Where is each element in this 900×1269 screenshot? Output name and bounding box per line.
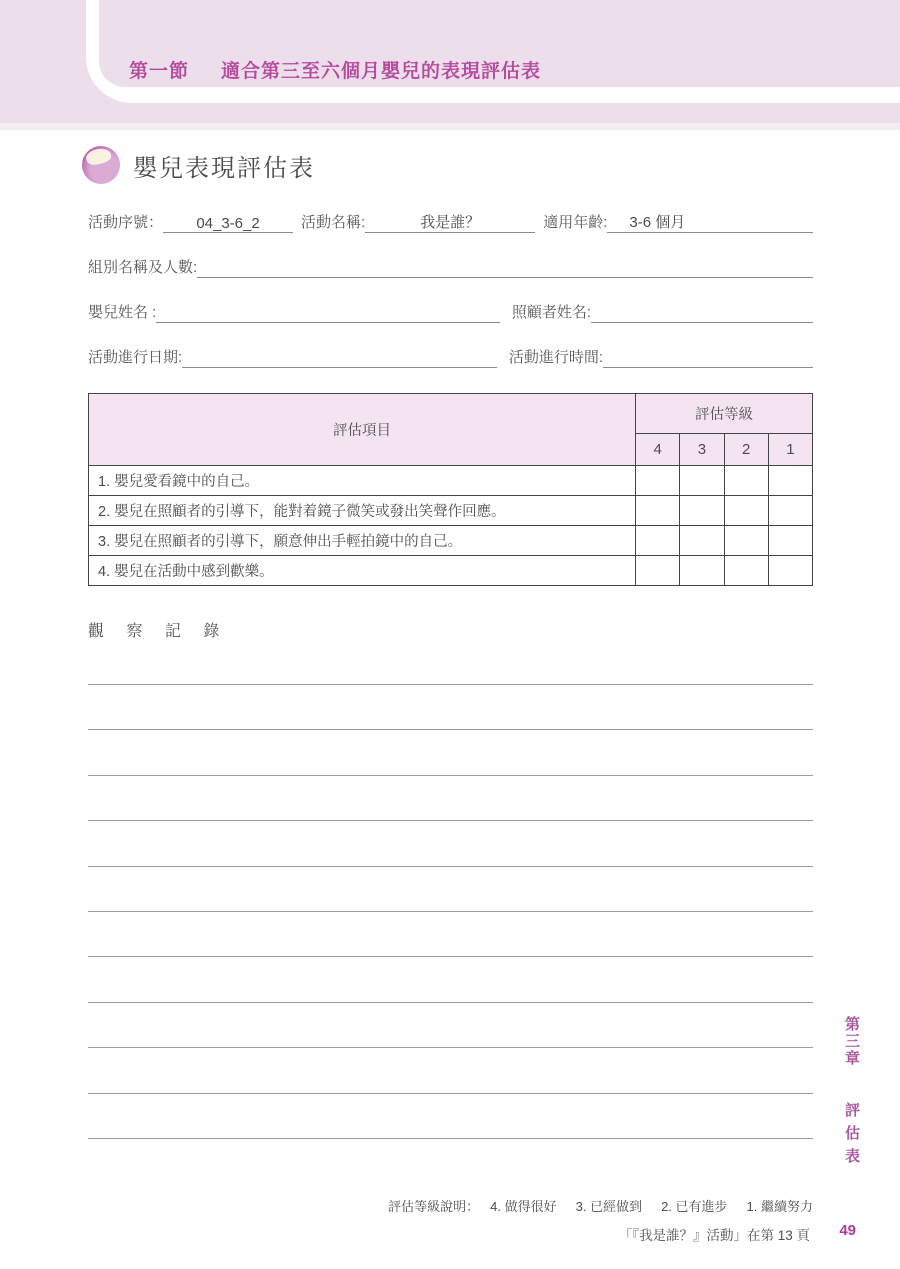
banner-inner-panel — [99, 0, 900, 87]
grade-legend-label: 評估等級說明： — [388, 1199, 480, 1214]
grade-header-3: 3 — [680, 434, 724, 466]
form-row-activity — [88, 205, 813, 233]
grade-header-4: 4 — [636, 434, 680, 466]
writing-line[interactable] — [88, 1048, 813, 1093]
activity-time-field[interactable] — [603, 341, 813, 368]
observation-heading: 觀 察 記 錄 — [88, 623, 229, 640]
carer-name-field[interactable] — [591, 296, 813, 323]
writing-line[interactable] — [88, 1003, 813, 1048]
writing-line[interactable] — [88, 776, 813, 821]
score-cell[interactable] — [724, 496, 768, 526]
score-cell[interactable] — [636, 526, 680, 556]
writing-line[interactable] — [88, 685, 813, 730]
grade-legend-item-1: 1. 繼續努力 — [746, 1199, 813, 1214]
item-text-1: 1. 嬰兒愛看鏡中的自己。 — [89, 466, 636, 496]
section-banner — [0, 0, 900, 130]
item-text-3: 3. 嬰兒在照顧者的引導下，願意伸出手輕拍鏡中的自己。 — [89, 526, 636, 556]
grade-legend — [388, 1196, 813, 1215]
age-range-field[interactable]: 3-6 個月 — [607, 206, 813, 233]
score-cell[interactable] — [768, 526, 812, 556]
score-cell[interactable] — [680, 556, 724, 586]
table-row-1 — [89, 466, 813, 496]
items-column-header: 評估項目 — [89, 394, 636, 466]
page-title: 嬰兒表現評估表 — [133, 154, 315, 182]
writing-line[interactable] — [88, 957, 813, 1002]
score-cell[interactable] — [724, 526, 768, 556]
activity-number-label: 活動序號： — [88, 214, 164, 231]
chapter-side-marker — [841, 1016, 862, 1171]
score-cell[interactable] — [768, 496, 812, 526]
age-range-label: 適用年齡: — [543, 214, 608, 231]
form-row-names — [88, 295, 813, 323]
group-name-label: 組別名稱及人數: — [88, 259, 198, 276]
writing-line[interactable] — [88, 1094, 813, 1139]
score-cell[interactable] — [636, 556, 680, 586]
section-heading — [129, 56, 541, 83]
activity-name-label: 活動名稱: — [301, 214, 366, 231]
score-cell[interactable] — [768, 556, 812, 586]
observation-writing-area[interactable] — [88, 640, 813, 1139]
item-text-4: 4. 嬰兒在活動中感到歡樂。 — [89, 556, 636, 586]
table-row-3 — [89, 526, 813, 556]
document-title-row — [82, 146, 315, 184]
page-number: 49 — [839, 1222, 856, 1239]
table-row-2 — [89, 496, 813, 526]
activity-date-label: 活動進行日期: — [88, 349, 183, 366]
grade-header-2: 2 — [724, 434, 768, 466]
activity-time-label: 活動進行時間: — [508, 349, 603, 366]
writing-line[interactable] — [88, 730, 813, 775]
grade-header-1: 1 — [768, 434, 812, 466]
activity-date-field[interactable] — [182, 341, 497, 368]
form-row-datetime — [88, 340, 813, 368]
grade-group-header: 評估等級 — [636, 394, 813, 434]
activity-reference-note: 「『我是誰？』活動」在第 13 頁 — [618, 1228, 810, 1243]
banner-bottom-strip — [0, 123, 900, 130]
score-cell[interactable] — [724, 466, 768, 496]
item-text-2: 2. 嬰兒在照顧者的引導下，能對着鏡子微笑或發出笑聲作回應。 — [89, 496, 636, 526]
score-cell[interactable] — [680, 526, 724, 556]
score-cell[interactable] — [680, 496, 724, 526]
group-name-field[interactable] — [197, 251, 813, 278]
writing-line[interactable] — [88, 912, 813, 957]
score-cell[interactable] — [636, 496, 680, 526]
infant-name-label: 嬰兒姓名 : — [88, 304, 157, 321]
grade-legend-item-3: 3. 已經做到 — [575, 1199, 643, 1214]
writing-line[interactable] — [88, 821, 813, 866]
grade-legend-item-2: 2. 已有進步 — [661, 1199, 728, 1214]
chapter-section-label: 評估表 — [843, 1102, 860, 1171]
grade-legend-item-4: 4. 做得很好 — [490, 1199, 557, 1214]
activity-name-field[interactable]: 我是誰？ — [365, 206, 535, 233]
score-cell[interactable] — [768, 466, 812, 496]
score-cell[interactable] — [724, 556, 768, 586]
pearl-highlight — [84, 146, 112, 167]
carer-name-label: 照顧者姓名: — [511, 304, 591, 321]
section-title: 適合第三至六個月嬰兒的表現評估表 — [221, 61, 542, 82]
chapter-label: 第三章 — [843, 1016, 860, 1067]
score-cell[interactable] — [636, 466, 680, 496]
section-number: 第一節 — [129, 61, 190, 82]
writing-line[interactable] — [88, 867, 813, 912]
writing-line[interactable] — [88, 640, 813, 685]
infant-name-field[interactable] — [156, 296, 499, 323]
activity-number-field[interactable]: 04_3-6_2 — [163, 206, 293, 233]
assessment-table — [88, 393, 813, 586]
pearl-bullet-icon — [82, 146, 120, 184]
banner-white-frame — [86, 0, 900, 103]
form-row-group — [88, 250, 813, 278]
score-cell[interactable] — [680, 466, 724, 496]
table-row-4 — [89, 556, 813, 586]
